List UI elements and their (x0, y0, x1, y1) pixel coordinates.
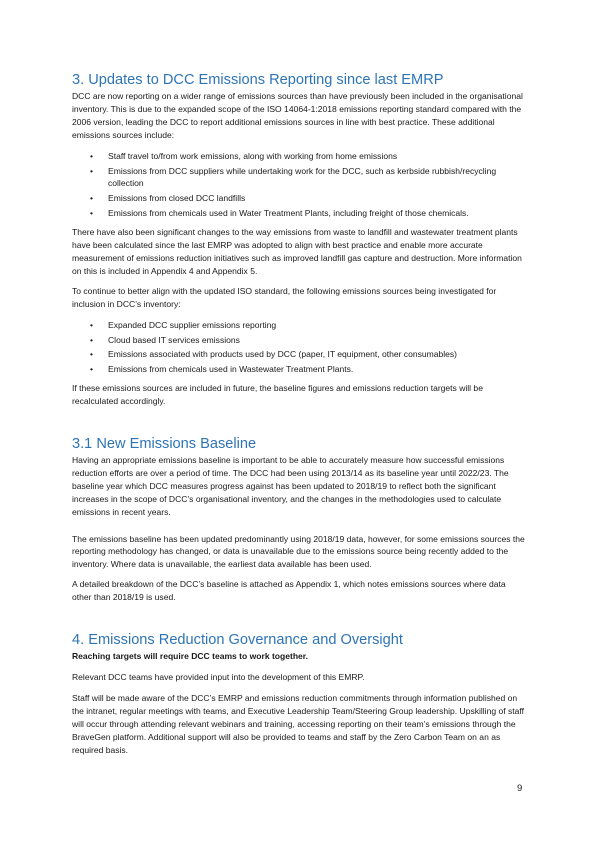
section-4-paragraph-1: Relevant DCC teams have provided input into the development of this EMRP. (72, 672, 365, 682)
bullet-icon: • (90, 208, 93, 219)
list-item-text: Cloud based IT services emissions (108, 334, 240, 345)
list-item (72, 192, 527, 205)
section-3-intro: DCC are now reporting on a wider range of emissions sources than have previously been included in the organisational inventory. This is due to the expanded scope of the ISO 14064-1:2018 emissions reporting standard compared with the 2006 version, leading the DCC to report additional emissions sources in line with best practice. These additional emissions sources include: (72, 91, 523, 140)
list-item-text: Emissions from DCC suppliers while undertaking work for the DCC, such as kerbside rubbish/recycling collection (108, 165, 497, 189)
section-3-1-paragraph-2: The emissions baseline has been updated predominantly using 2018/19 data, however, for some emissions sources the reporting methodology has changed, or data is unavailable due to the emissions source being recently added to the inventory. Where data is unavailable, the earliest data available has been used. (72, 533, 525, 570)
section-4-heading: 4. Emissions Reduction Governance and Oversight (72, 632, 403, 649)
section-3-paragraph-2: There have also been significant changes to the way emissions from waste to landfill and wastewater treatment plants have been calculated since the last EMRP was adopted to align with best practice and enable more accurate measurement of emissions reduction initiatives such as improved landfill gas capture and destruction. More information on this is included in Appendix 4 and Appendix 5. (72, 227, 522, 276)
bullet-icon: • (90, 334, 93, 345)
list-item (72, 165, 527, 191)
bullet-icon: • (90, 193, 93, 204)
additional-sources-list (72, 150, 527, 221)
section-3-paragraph-3: To continue to better align with the updated ISO standard, the following emissions sources being investigated for inclusion in DCC’s inventory: (72, 285, 497, 309)
list-item-text: Expanded DCC supplier emissions reporting (108, 319, 277, 330)
bullet-icon: • (90, 150, 93, 161)
section-4-paragraph-2: Staff will be made aware of the DCC’s EMRP and emissions reduction commitments through information published on the intranet, regular meetings with teams, and Executive Leadership Team/Steering Group leadership. Upskilling of staff will occur through attending relevant webinars and training, accessing reporting on their team’s emissions through the BraveGen platform. Additional support will also be provided to teams and staff by the Zero Carbon Team on an as required basis. (72, 692, 524, 755)
list-item-text: Emissions from closed DCC landfills (108, 193, 246, 204)
list-item-text: Staff travel to/from work emissions, along with working from home emissions (108, 150, 398, 161)
section-3-1-heading: 3.1 New Emissions Baseline (72, 436, 257, 453)
section-3-paragraph-4: If these emissions sources are included in future, the baseline figures and emissions reduction targets will be recalculated accordingly. (72, 383, 483, 407)
section-3-1-paragraph-1: Having an appropriate emissions baseline is important to be able to accurately measure how successful emissions reduction efforts are over a period of time. The DCC had been using 2013/14 as its baseline year until 2022/23. The baseline year which DCC measures progress against has been updated to 2018/19 to reflect both the significant increases in the scope of DCC’s organisational inventory, and the changes in the methodologies used to calculate emissions in recent years. (72, 455, 509, 517)
section-3-heading: 3. Updates to DCC Emissions Reporting since last EMRP (72, 72, 444, 88)
bullet-icon: • (90, 349, 93, 360)
document-page (72, 72, 527, 756)
list-item-text: Emissions from chemicals used in Wastewater Treatment Plants. (108, 364, 354, 375)
list-item (72, 348, 527, 361)
bullet-icon: • (90, 364, 93, 375)
list-item (72, 207, 527, 220)
list-item (72, 334, 527, 347)
list-item-text: Emissions from chemicals used in Water Treatment Plants, including freight of those chemicals. (108, 208, 469, 219)
bullet-icon: • (90, 319, 93, 330)
section-3-1-paragraph-3: A detailed breakdown of the DCC’s baseline is attached as Appendix 1, which notes emissions sources where data other than 2018/19 is used. (72, 579, 506, 603)
page-number: 9 (517, 783, 523, 794)
bullet-icon: • (90, 165, 93, 176)
investigated-sources-list (72, 319, 527, 377)
section-4-bold-line: Reaching targets will require DCC teams to work together. (72, 651, 309, 662)
list-item (72, 363, 527, 376)
list-item (72, 150, 527, 163)
list-item-text: Emissions associated with products used by DCC (paper, IT equipment, other consumables) (108, 349, 458, 360)
list-item (72, 319, 527, 332)
